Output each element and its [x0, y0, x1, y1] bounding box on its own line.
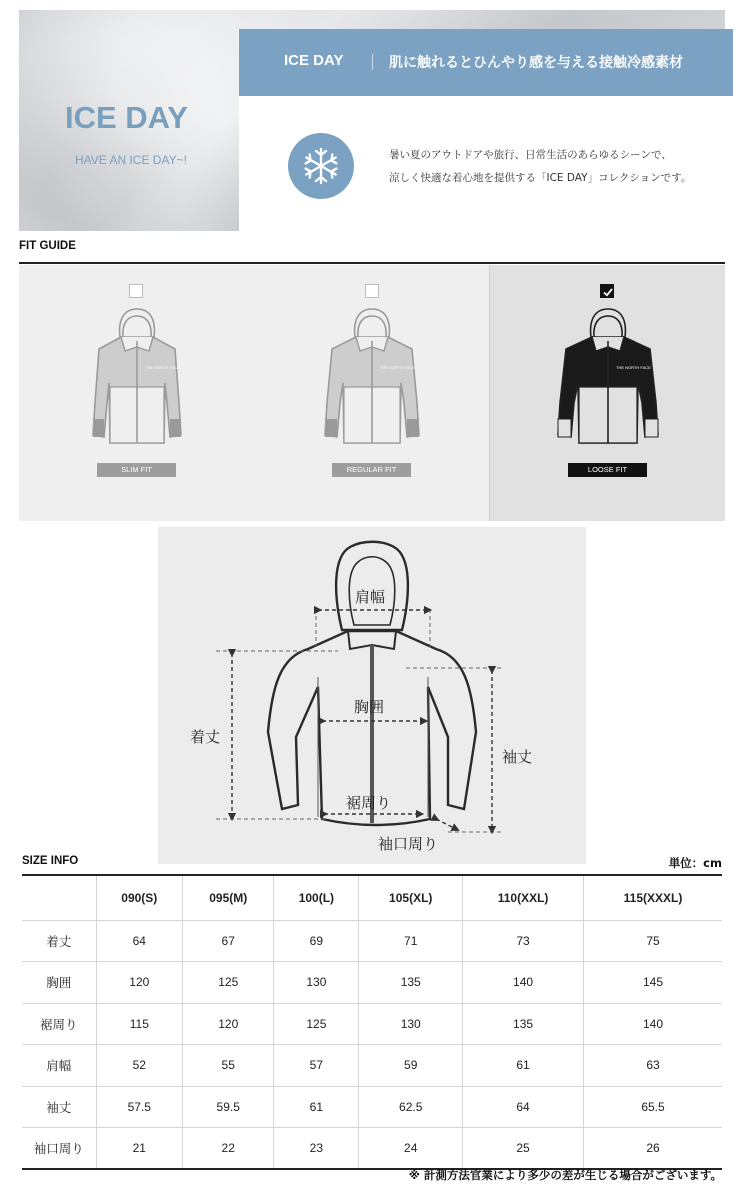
table-row: [22, 962, 722, 1004]
size-info-title: SIZE INFO: [22, 855, 79, 867]
size-table: [22, 874, 722, 1170]
label-sleeve: 袖丈: [502, 748, 533, 766]
label-hem: 裾周り: [346, 794, 392, 812]
slim-fit-jacket-icon: [85, 307, 189, 447]
table-cell: 64: [96, 920, 183, 962]
row-label: 裾周り: [22, 1003, 96, 1045]
fit-label-slim: SLIM FIT: [97, 463, 176, 477]
fit-guide-panel: [19, 265, 725, 521]
ice-day-banner: [19, 10, 725, 231]
unit-label: 単位：cm: [668, 856, 722, 870]
size-col-header: 100(L): [274, 875, 359, 920]
table-cell: 22: [183, 1128, 274, 1170]
table-cell: 52: [96, 1045, 183, 1087]
table-cell: 59.5: [183, 1086, 274, 1128]
table-cell: 115: [96, 1003, 183, 1045]
table-row: [22, 920, 722, 962]
table-cell: 23: [274, 1128, 359, 1170]
table-cell: 25: [463, 1128, 584, 1170]
table-cell: 130: [359, 1003, 463, 1045]
label-shoulder: 肩幅: [355, 588, 386, 606]
feature-description: [389, 144, 691, 190]
table-cell: 125: [274, 1003, 359, 1045]
table-cell: 61: [274, 1086, 359, 1128]
feature-card-header: [239, 29, 733, 96]
table-cell: 24: [359, 1128, 463, 1170]
svg-text:THE NORTH FACE: THE NORTH FACE: [616, 365, 651, 370]
table-row: [22, 1045, 722, 1087]
fit-label-regular: REGULAR FIT: [332, 463, 411, 477]
row-label: 肩幅: [22, 1045, 96, 1087]
table-cell: 62.5: [359, 1086, 463, 1128]
row-label: 着丈: [22, 920, 96, 962]
description-line: 涼しく快適な着心地を提供する「ICE DAY」コレクションです。: [389, 172, 692, 184]
table-row: [22, 1128, 722, 1170]
table-cell: 125: [183, 962, 274, 1004]
table-cell: 67: [183, 920, 274, 962]
table-cell: 65.5: [584, 1086, 722, 1128]
table-cell: 140: [584, 1003, 722, 1045]
row-label: 胸囲: [22, 962, 96, 1004]
table-cell: 61: [463, 1045, 584, 1087]
table-row: [22, 1086, 722, 1128]
feature-tagline: 肌に触れるとひんやり感を与える接触冷感素材: [389, 55, 683, 71]
table-cell: 57.5: [96, 1086, 183, 1128]
table-cell: 55: [183, 1045, 274, 1087]
feature-card: [239, 29, 733, 231]
table-cell: 71: [359, 920, 463, 962]
size-col-header: 115(XXXL): [584, 875, 722, 920]
size-col-header: 105(XL): [359, 875, 463, 920]
measurement-diagram: [158, 527, 586, 864]
fit-checkbox-regular[interactable]: [365, 284, 379, 298]
table-row: [22, 1003, 722, 1045]
header-divider: [372, 54, 373, 70]
snowflake-icon: [288, 133, 354, 199]
size-header-row: [22, 875, 722, 920]
label-cuff: 袖口周り: [378, 835, 439, 853]
label-length: 着丈: [190, 728, 221, 746]
feature-brand: ICE DAY: [284, 52, 344, 69]
regular-fit-jacket-icon: [318, 307, 426, 447]
size-col-header: 090(S): [96, 875, 183, 920]
fit-guide-divider: [19, 262, 725, 264]
row-label: 袖口周り: [22, 1128, 96, 1170]
table-cell: 64: [463, 1086, 584, 1128]
table-cell: 59: [359, 1045, 463, 1087]
size-col-header: 110(XXL): [463, 875, 584, 920]
fit-guide-title: FIT GUIDE: [19, 240, 76, 252]
row-label: 袖丈: [22, 1086, 96, 1128]
fit-checkbox-slim[interactable]: [129, 284, 143, 298]
svg-text:THE NORTH FACE: THE NORTH FACE: [380, 365, 415, 370]
banner-title: ICE DAY: [65, 100, 188, 135]
fit-option-loose[interactable]: [489, 265, 725, 521]
size-col-header: 095(M): [183, 875, 274, 920]
table-cell: 145: [584, 962, 722, 1004]
table-cell: 69: [274, 920, 359, 962]
check-icon: [602, 286, 614, 298]
table-cell: 135: [359, 962, 463, 1004]
fit-label-loose: LOOSE FIT: [568, 463, 647, 477]
table-cell: 63: [584, 1045, 722, 1087]
table-cell: 26: [584, 1128, 722, 1170]
table-cell: 73: [463, 920, 584, 962]
banner-subtitle: HAVE AN ICE DAY~!: [75, 153, 187, 167]
fit-option-regular[interactable]: [254, 265, 489, 521]
measurement-note: ※ 計測方法官業により多少の差が生じる場合がございます。: [408, 1168, 722, 1182]
table-cell: 140: [463, 962, 584, 1004]
corner-cell: [22, 875, 96, 920]
label-chest: 胸囲: [354, 698, 385, 716]
table-cell: 135: [463, 1003, 584, 1045]
description-line: 暑い夏のアウトドアや旅行、日常生活のあらゆるシーンで、: [389, 149, 672, 161]
table-cell: 57: [274, 1045, 359, 1087]
loose-fit-jacket-icon: [552, 307, 664, 447]
table-cell: 120: [183, 1003, 274, 1045]
table-cell: 120: [96, 962, 183, 1004]
table-cell: 75: [584, 920, 722, 962]
svg-text:THE NORTH FACE: THE NORTH FACE: [145, 365, 180, 370]
fit-checkbox-loose[interactable]: [600, 284, 614, 298]
fit-option-slim[interactable]: [19, 265, 254, 521]
table-cell: 21: [96, 1128, 183, 1170]
table-cell: 130: [274, 962, 359, 1004]
